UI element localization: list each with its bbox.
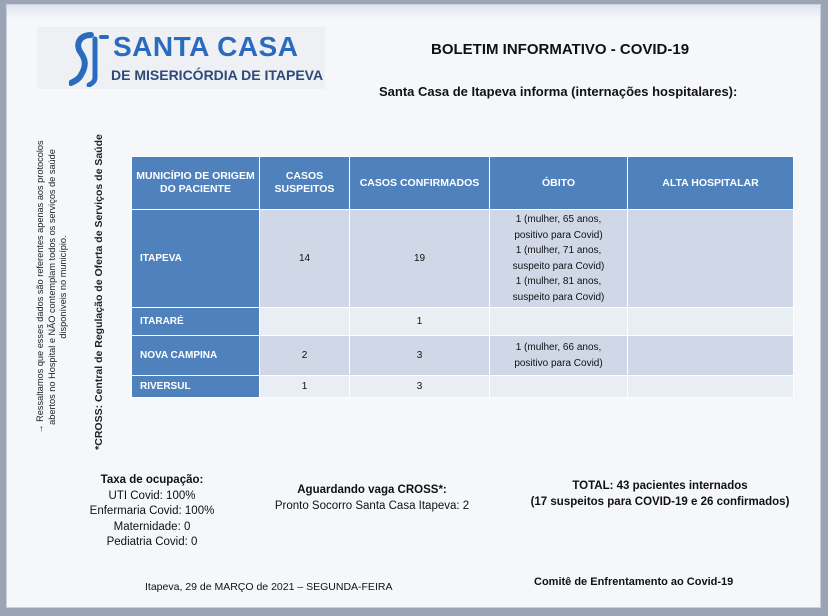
header-municipio: MUNICÍPIO DE ORIGEM DO PACIENTE [132,157,260,210]
cell-suspeitos: 14 [260,210,350,308]
header-alta: ALTA HOSPITALAR [628,157,794,210]
obito-line: 1 (mulher, 71 anos, [515,245,602,256]
page-title: BOLETIM INFORMATIVO - COVID-19 [431,41,690,58]
cell-obito [490,336,628,376]
occupancy-pediatria: Pediatria Covid: 0 [106,536,198,548]
page-subtitle: Santa Casa de Itapeva informa (internações hospitalares): [379,84,738,99]
cell-alta [628,210,794,308]
footer-date: Itapeva, 29 de MARÇO de 2021 – SEGUNDA-FEIRA [145,581,393,593]
table-header-row [132,157,794,210]
cell-obito [490,376,628,398]
cell-municipio: RIVERSUL [132,376,260,398]
cell-confirmados: 3 [350,336,490,376]
cell-obito [490,210,628,308]
header-confirmados: CASOS CONFIRMADOS [350,157,490,210]
cell-confirmados: 19 [350,210,490,308]
cell-suspeitos: 2 [260,336,350,376]
cell-suspeitos: 1 [260,376,350,398]
side-cross-definition: *CROSS: Central de Regulação de Oferta de Serviços de Saúde [93,134,105,450]
cell-municipio: ITARARÉ [132,308,260,336]
obito-line: suspeito para Covid) [512,260,605,272]
bulletin-page [6,4,821,608]
santa-casa-logo [37,27,325,89]
side-disclaimer: → Ressaltamos que esses dados são referentes apenas aos protocolos abertos no Hospital e NÃO contemplam todos os serviços de saúde disponíveis no município. [35,140,68,434]
cross-title: Aguardando vaga CROSS*: [297,484,447,496]
cell-municipio: NOVA CAMPINA [132,336,260,376]
cell-confirmados: 1 [350,308,490,336]
occupancy-enfermaria: Enfermaria Covid: 100% [89,505,215,517]
cross-waiting-block [257,483,487,514]
cell-alta [628,376,794,398]
santa-casa-emblem-icon [69,31,109,87]
obito-line: 1 (mulher, 81 anos, [515,276,602,287]
occupancy-title: Taxa de ocupação: [100,474,204,486]
cross-text: Pronto Socorro Santa Casa Itapeva: 2 [274,499,470,512]
header-obito: ÓBITO [490,157,628,210]
occupancy-maternidade: Maternidade: 0 [113,520,191,533]
total-block [515,479,805,510]
cell-obito [490,308,628,336]
total-line-1: TOTAL: 43 pacientes internados [572,480,748,492]
logo-name: SANTA CASA [113,31,299,62]
cell-alta [628,336,794,376]
cell-confirmados: 3 [350,376,490,398]
cases-table [131,156,794,398]
occupancy-uti: UTI Covid: 100% [108,489,196,502]
cell-alta [628,308,794,336]
footer-comite: Comitê de Enfrentamento ao Covid-19 [534,576,734,588]
top-bar [7,5,820,19]
obito-line: 1 (mulher, 65 anos, [515,214,602,225]
occupancy-block [77,473,227,551]
header-suspeitos: CASOS SUSPEITOS [260,157,350,210]
cell-municipio: ITAPEVA [132,210,260,308]
table-row [132,336,794,376]
table-row [132,308,794,336]
obito-line: positivo para Covid) [514,357,603,369]
logo-subtitle: DE MISERICÓRDIA DE ITAPEVA [111,67,324,83]
table-row [132,210,794,308]
obito-line: suspeito para Covid) [512,291,605,303]
table-row [132,376,794,398]
obito-line: 1 (mulher, 66 anos, [515,342,602,353]
obito-line: positivo para Covid) [514,229,603,241]
cell-suspeitos [260,308,350,336]
total-line-2: (17 suspeitos para COVID-19 e 26 confirmados) [530,495,790,508]
